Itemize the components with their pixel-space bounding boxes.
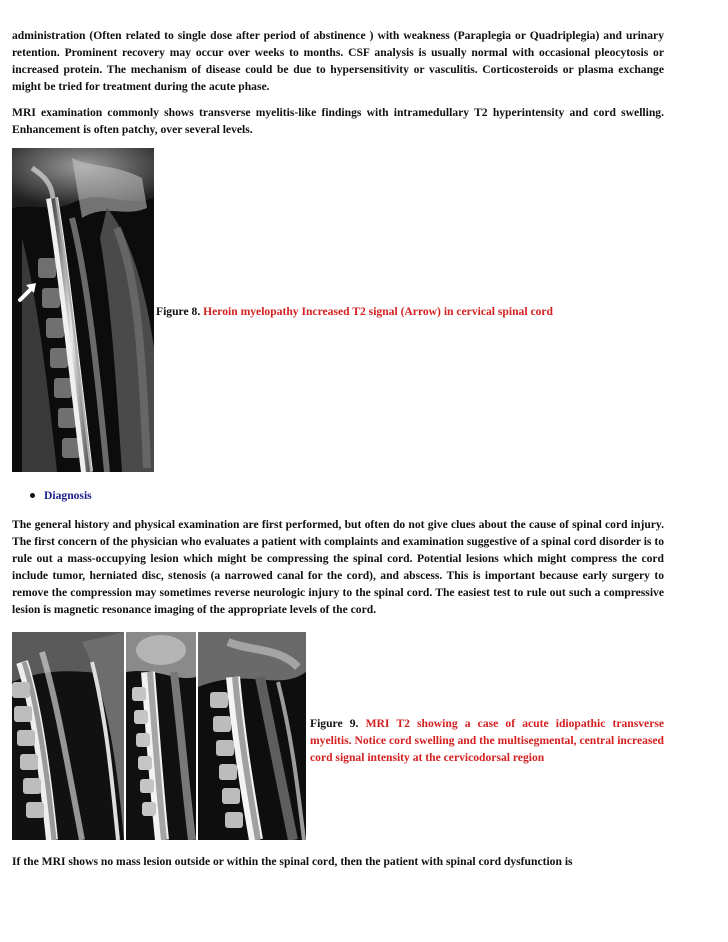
figure-9-label: Figure 9. xyxy=(310,717,359,730)
figure-8-caption xyxy=(156,303,553,320)
figure-9-mri-image-2 xyxy=(126,632,196,840)
figure-8-label: Figure 8. xyxy=(156,305,201,318)
diagnosis-paragraph: The general history and physical examination are first performed, but often do not give clues about the cause of spinal cord injury. The first concern of the physician who evaluates a patient with complaints and examination suggestive of a spinal cord disorder is to rule out a mass-occupying lesion which might be compressing the spinal cord. Potential lesions which might compress the cord include tumor, herniated disc, stenosis (a narrowed canal for the cord), and abscess. This is important because early surgery to remove the compression may sometimes reverse neurologic injury to the spinal cord. The easiest test to rule out such a compressive lesion is magnetic resonance imaging of the appropriate levels of the cord. xyxy=(12,518,664,616)
figure-9-mri-image-1 xyxy=(12,632,124,840)
mri-findings-paragraph: MRI examination commonly shows transverse myelitis-like findings with intramedullary T2 hyperintensity and cord swelling. Enhancement is often patchy, over several levels. xyxy=(12,106,664,136)
figure-9-caption xyxy=(310,715,664,766)
figure-8-mri-image xyxy=(12,148,154,472)
figure-9-caption-text: MRI T2 showing a case of acute idiopathic transverse myelitis. Notice cord swelling and the multisegmental, central increased cord signal intensity at the cervicodorsal region xyxy=(310,717,664,764)
diagnosis-link[interactable]: Diagnosis xyxy=(44,489,92,502)
closing-paragraph: If the MRI shows no mass lesion outside or within the spinal cord, then the patient with spinal cord dysfunction is xyxy=(12,855,573,868)
intro-paragraph: administration (Often related to single dose after period of abstinence ) with weakness (Paraplegia or Quadriplegia) and urinary retention. Prominent recovery may occur over weeks to months. CSF analysis is usually normal with occasional pleocytosis or increased protein. The mechanism of disease could be due to hypersensitivity or vasculitis. Corticosteroids or plasma exchange might be tried for treatment during the acute phase. xyxy=(12,29,664,93)
diagnosis-bullet xyxy=(30,487,92,504)
bullet-dot xyxy=(30,493,35,498)
figure-8-caption-text: Heroin myelopathy Increased T2 signal (Arrow) in cervical spinal cord xyxy=(203,305,553,318)
figure-9-mri-image-3 xyxy=(198,632,306,840)
